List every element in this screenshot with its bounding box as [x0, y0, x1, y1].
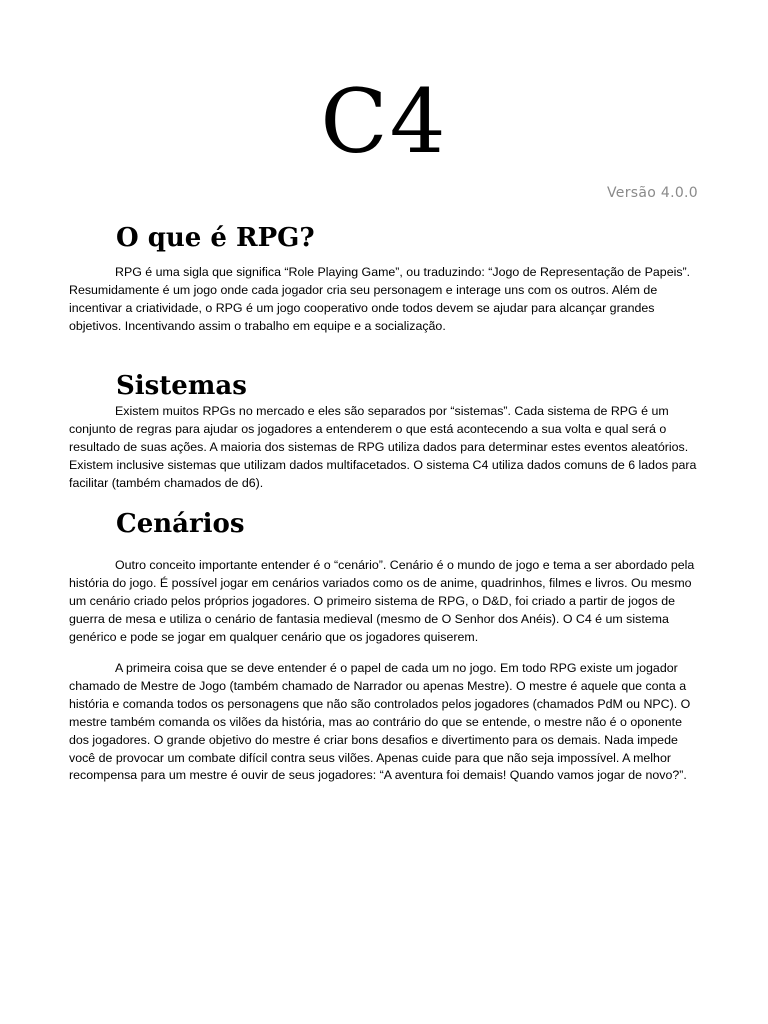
section-paragraph: A primeira coisa que se deve entender é o papel de cada um no jogo. Em todo RPG existe um jogador chamado de Mestre de Jogo (também chamado de Narrador ou apenas Mestre). O mestre é aquele que conta a história e comanda todos os personagens que não são controlados pelos jogadores (chamados PdM ou NPC). O mestre também comanda os vilões da história, mas ao contrário do que se entende, o mestre não é o oponente dos jogadores. O grande objetivo do mestre é criar bons desafios e divertimento para os demais. Nada impede você de provocar um combate difícil contra seus vilões. Apenas cuide para que não seja impossível. A melhor recompensa para um mestre é ouvir de seus jogadores: “A aventura foi demais! Quando vamos jogar de novo?”. [69, 661, 691, 783]
section-paragraph: Existem muitos RPGs no mercado e eles são separados por “sistemas”. Cada sistema de RPG é um conjunto de regras para ajudar os jogadores a entenderem o que está acontecendo a sua volta e qual será o resultado de suas ações. A maioria dos sistemas de RPG utiliza dados para determinar estes eventos aleatórios. Existem inclusive sistemas que utilizam dados multifacetados. O sistema C4 utiliza dados comuns de 6 lados para facilitar (também chamados de d6). [69, 404, 697, 490]
version-label: Versão 4.0.0 [607, 185, 698, 201]
section-paragraph: RPG é uma sigla que significa “Role Playing Game”, ou traduzindo: “Jogo de Representação de Papeis”. Resumidamente é um jogo onde cada jogador cria seu personagem e interage uns com os outros. Além de incentivar a criatividade, o RPG é um jogo cooperativo onde todos devem se ajudar para alcançar grandes objetivos. Incentivando assim o trabalho em equipe e a socialização. [69, 265, 691, 333]
document-title: C4 [320, 70, 448, 173]
section-heading-cenarios: Cenários [116, 509, 245, 539]
section-paragraph: Outro conceito importante entender é o “cenário”. Cenário é o mundo de jogo e tema a ser abordado pela história do jogo. É possível jogar em cenários variados como os de anime, quadrinhos, filmes e livros. Ou mesmo um cenário criado pelos próprios jogadores. O primeiro sistema de RPG, o D&D, foi criado a partir de jogos de guerra de mesa e utiliza o cenário de fantasia medieval (mesmo de O Senhor dos Anéis). O C4 é um sistema genérico e pode se jogar em qualquer cenário que os jogadores quiserem. [69, 558, 695, 644]
section-heading-sistemas: Sistemas [116, 371, 247, 401]
section-heading-rpg: O que é RPG? [116, 223, 315, 253]
